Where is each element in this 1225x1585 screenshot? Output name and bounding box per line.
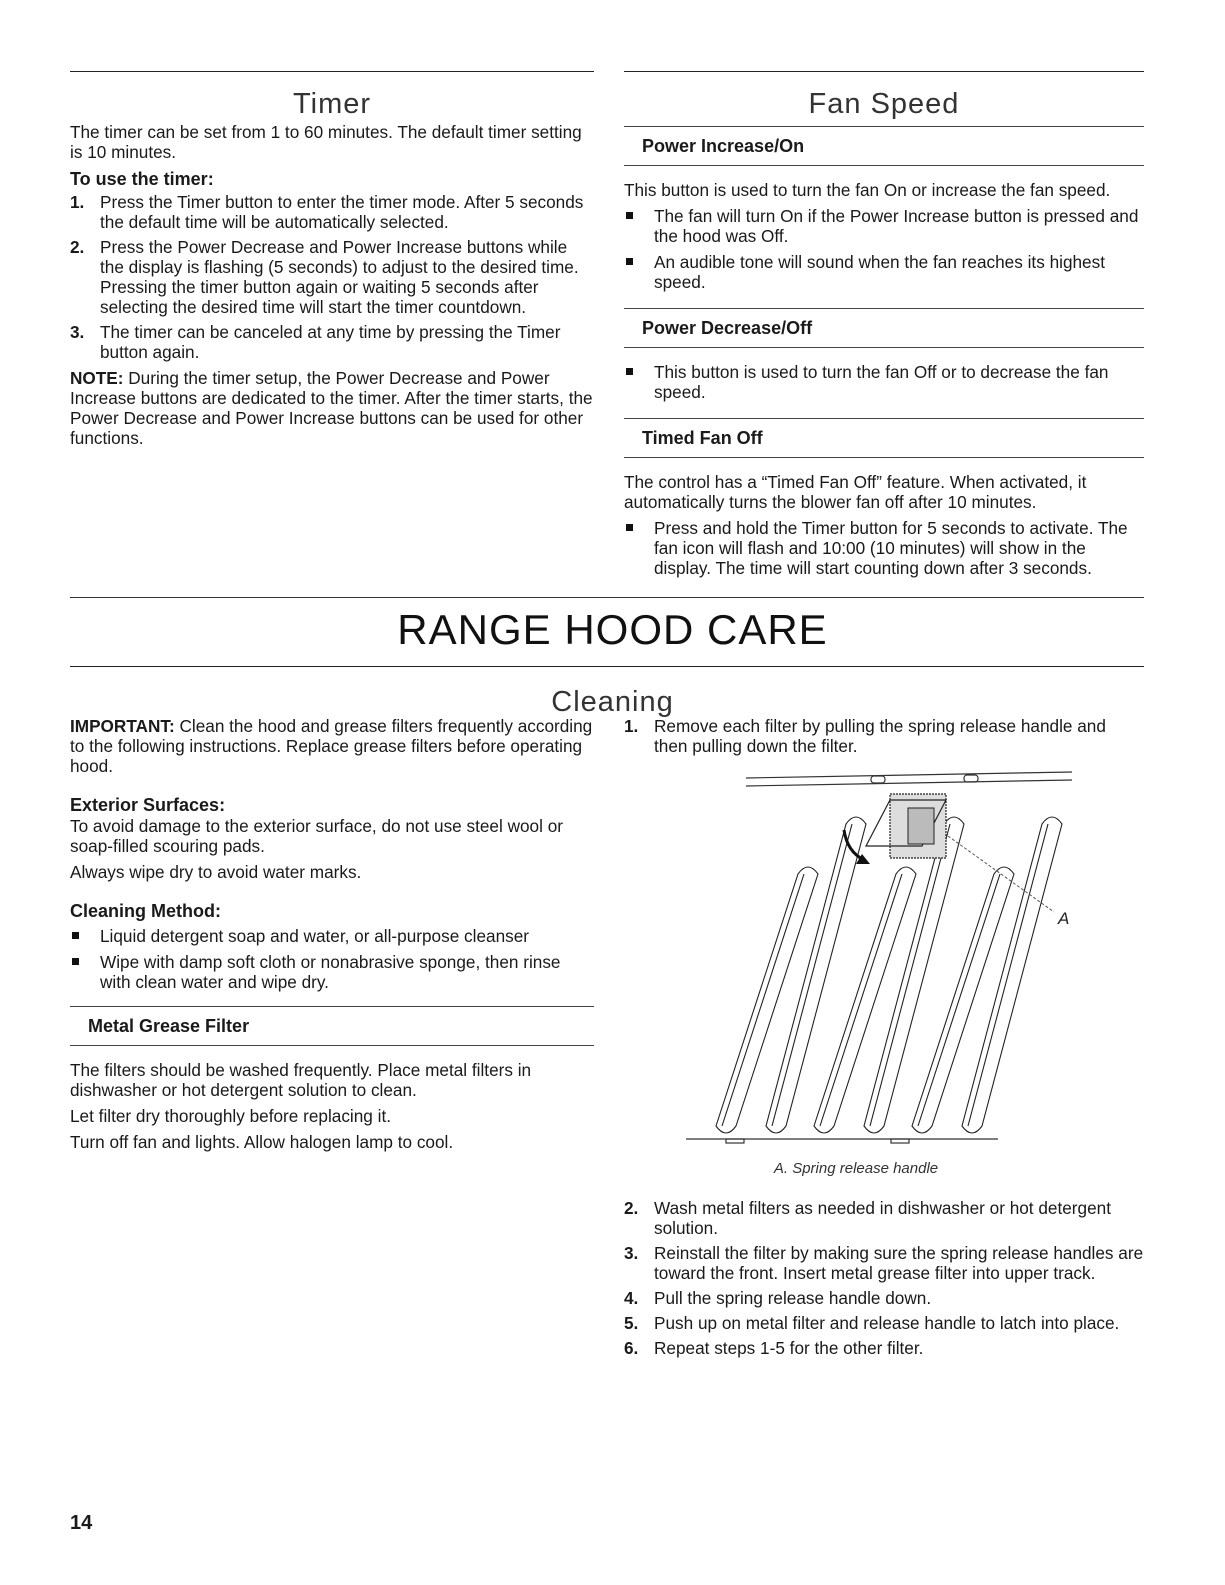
power-decrease-heading: Power Decrease/Off	[624, 308, 1144, 348]
step-number: 2.	[70, 237, 85, 257]
grease-filter-illustration	[686, 764, 1086, 1154]
step-text: Wash metal filters as needed in dishwasher or hot detergent solution.	[654, 1198, 1111, 1238]
callout-a-label: A	[1058, 909, 1070, 928]
step-text: The timer can be canceled at any time by pressing the Timer button again.	[100, 322, 561, 362]
bullet-item: This button is used to turn the fan Off or to decrease the fan speed.	[624, 362, 1144, 402]
bullet-item: Press and hold the Timer button for 5 seconds to activate. The fan icon will flash and 10:00 (10 minutes) will show in the display. The time will start counting down after 3 seconds.	[624, 518, 1144, 578]
track-clip-left	[871, 776, 885, 783]
timed-fan-off-heading: Timed Fan Off	[624, 418, 1144, 458]
timer-top-rule	[70, 71, 594, 72]
step-item	[624, 1338, 1144, 1358]
cleaning-method-bullets	[70, 926, 594, 992]
fan-speed-section	[624, 71, 1144, 578]
upper-track-line-2	[746, 780, 1072, 786]
exterior-p2: Always wipe dry to avoid water marks.	[70, 862, 362, 882]
timer-subhead: To use the timer:	[70, 169, 214, 189]
track-clip-right	[964, 775, 978, 782]
timer-section	[70, 71, 594, 448]
important-label: IMPORTANT:	[70, 716, 175, 736]
step-text: Remove each filter by pulling the spring release handle and then pulling down the filter.	[654, 716, 1106, 756]
important-text: Clean the hood and grease filters frequently according to the following instructions. Replace grease filters before operating hood.	[70, 716, 593, 776]
step-text: Pull the spring release handle down.	[654, 1288, 932, 1308]
step-number: 4.	[624, 1288, 639, 1308]
care-steps-first	[624, 716, 1144, 756]
lower-clip-left	[726, 1139, 744, 1143]
timed-fan-off-bullets	[624, 518, 1144, 578]
care-steps-rest	[624, 1198, 1144, 1358]
range-hood-care-title: RANGE HOOD CARE	[397, 606, 828, 653]
step-text: Push up on metal filter and release handle to latch into place.	[654, 1313, 1120, 1333]
fan-speed-top-rule	[624, 71, 1144, 72]
page-number: 14	[70, 1512, 93, 1534]
grease-filter-p3: Turn off fan and lights. Allow halogen lamp to cool.	[70, 1132, 454, 1152]
step-number: 3.	[70, 322, 85, 342]
timer-note-text: During the timer setup, the Power Decrease and Power Increase buttons are dedicated to the timer. After the timer starts, the Power Decrease and Power Increase buttons can be used for other functions.	[70, 368, 593, 448]
lower-clip-right	[891, 1139, 909, 1143]
timer-note-label: NOTE:	[70, 368, 124, 388]
step-number: 6.	[624, 1338, 639, 1358]
step-item	[70, 322, 594, 362]
step-item	[70, 192, 594, 232]
step-text: Repeat steps 1-5 for the other filter.	[654, 1338, 924, 1358]
exterior-p1: To avoid damage to the exterior surface, do not use steel wool or soap-filled scouring pads.	[70, 816, 563, 856]
power-increase-bullets	[624, 206, 1144, 292]
timer-steps	[70, 192, 594, 362]
step-number: 1.	[624, 716, 639, 736]
figure-caption: A. Spring release handle	[773, 1160, 939, 1177]
upper-track-line	[746, 772, 1072, 778]
grease-filter-p2: Let filter dry thoroughly before replacing it.	[70, 1106, 392, 1126]
timer-title: Timer	[292, 88, 372, 120]
care-top-rule	[70, 597, 1144, 598]
step-item	[624, 1288, 1144, 1308]
step-number: 1.	[70, 192, 85, 212]
power-increase-intro: This button is used to turn the fan On or increase the fan speed.	[624, 180, 1111, 200]
grease-filter-heading: Metal Grease Filter	[70, 1006, 594, 1046]
power-increase-heading: Power Increase/On	[624, 126, 1144, 166]
step-item	[70, 237, 594, 317]
step-number: 5.	[624, 1313, 639, 1333]
cleaning-right-column	[624, 716, 1144, 756]
bullet-item: The fan will turn On if the Power Increase button is pressed and the hood was Off.	[624, 206, 1144, 246]
cleaning-steps-continued	[624, 1198, 1144, 1358]
spring-release-handle	[866, 794, 946, 858]
timer-intro: The timer can be set from 1 to 60 minutes. The default timer setting is 10 minutes.	[70, 122, 582, 162]
step-number: 2.	[624, 1198, 639, 1218]
cleaning-title: Cleaning	[551, 686, 674, 718]
step-number: 3.	[624, 1243, 639, 1263]
bullet-item: Wipe with damp soft cloth or nonabrasive sponge, then rinse with clean water and wipe dry.	[70, 952, 594, 992]
step-text: Press the Power Decrease and Power Increase buttons while the display is flashing (5 seconds) to adjust to the desired time. Pressing the timer button again or waiting 5 seconds after selecting the desired time will start the timer countdown.	[100, 237, 579, 317]
bullet-item: Liquid detergent soap and water, or all-purpose cleanser	[70, 926, 594, 946]
timed-fan-off-intro: The control has a “Timed Fan Off” feature. When activated, it automatically turns the blower fan off after 10 minutes.	[624, 472, 1087, 512]
step-item	[624, 716, 1144, 756]
important-note	[70, 716, 594, 776]
cleaning-left-column	[70, 716, 594, 1152]
step-text: Reinstall the filter by making sure the spring release handles are toward the front. Insert metal grease filter into upper track.	[654, 1243, 1144, 1283]
fan-speed-title: Fan Speed	[808, 88, 960, 120]
power-decrease-bullets	[624, 362, 1144, 402]
cleaning-method-heading: Cleaning Method:	[70, 901, 221, 921]
care-bottom-rule	[70, 666, 1144, 667]
step-item	[624, 1243, 1144, 1283]
grease-filter-p1: The filters should be washed frequently. Place metal filters in dishwasher or hot detergent solution to clean.	[70, 1060, 532, 1100]
step-item	[624, 1313, 1144, 1333]
step-item	[624, 1198, 1144, 1238]
timer-note	[70, 368, 594, 448]
bullet-item: An audible tone will sound when the fan reaches its highest speed.	[624, 252, 1144, 292]
step-text: Press the Timer button to enter the timer mode. After 5 seconds the default time will be automatically selected.	[100, 192, 584, 232]
exterior-heading: Exterior Surfaces:	[70, 795, 226, 815]
